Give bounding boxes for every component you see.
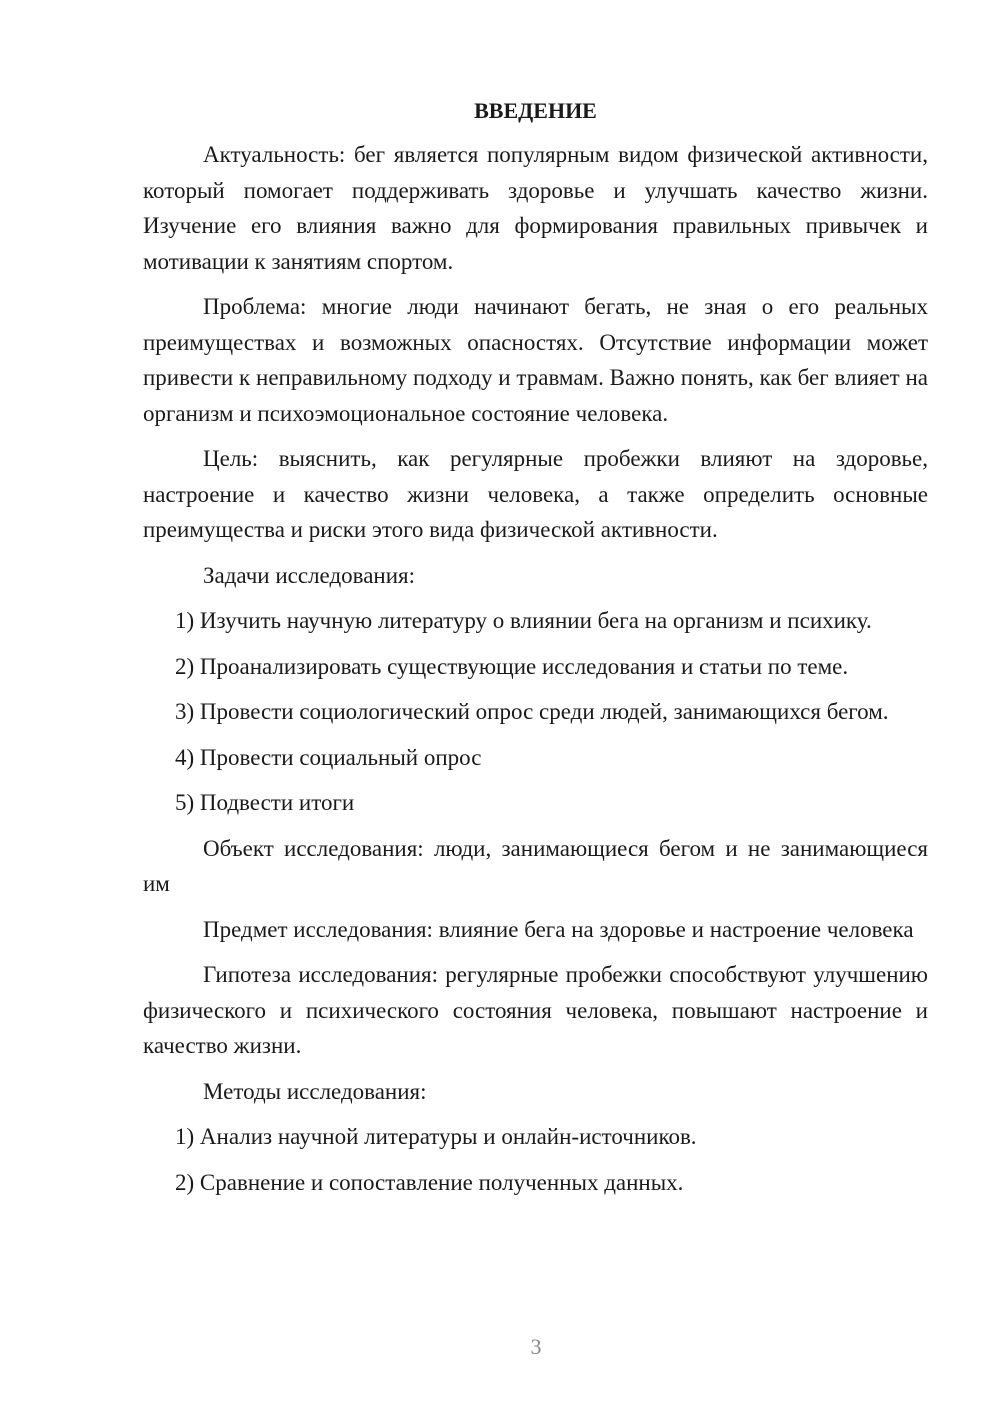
paragraph-problem: Проблема: многие люди начинают бегать, не зная о его реальных преимуществах и возможных опасностях. Отсутствие информации может привести к неправильному подходу и травмам. Важно понять, как бег влияет на организм и психоэмоциональное состояние человека.	[143, 294, 928, 426]
page-content	[143, 96, 928, 1210]
method-item: 2) Сравнение и сопоставление полученных данных.	[175, 1169, 684, 1195]
page-number: 3	[530, 1334, 542, 1359]
methods-heading: Методы исследования:	[203, 1078, 427, 1104]
task-item: 5) Подвести итоги	[175, 790, 355, 815]
paragraph-hypothesis: Гипотеза исследования: регулярные пробежки способствуют улучшению физического и психического состояния человека, повышают настроение и качество жизни.	[143, 962, 928, 1058]
tasks-heading: Задачи исследования:	[203, 562, 416, 588]
paragraph-relevance: Актуальность: бег является популярным видом физической активности, который помогает поддерживать здоровье и улучшать качество жизни. Изучение его влияния важно для формирования правильных привычек и мотивации к занятиям спортом.	[143, 142, 928, 274]
task-item: 3) Провести социологический опрос среди людей, занимающихся бегом.	[175, 699, 889, 724]
paragraph-goal: Цель: выяснить, как регулярные пробежки влияют на здоровье, настроение и качество жизни человека, а также определить основные преимущества и риски этого вида физической активности.	[143, 446, 928, 542]
paragraph-object: Объект исследования: люди, занимающиеся бегом и не занимающиеся им	[143, 835, 928, 896]
method-item: 1) Анализ научной литературы и онлайн-источников.	[175, 1124, 697, 1149]
paragraph-subject: Предмет исследования: влияние бега на здоровье и настроение человека	[203, 916, 914, 942]
task-item: 1) Изучить научную литературу о влиянии бега на организм и психику.	[175, 608, 872, 633]
task-item: 2) Проанализировать существующие исследования и статьи по теме.	[175, 653, 849, 679]
page-title: ВВЕДЕНИЕ	[474, 98, 597, 123]
task-item: 4) Провести социальный опрос	[175, 744, 482, 770]
